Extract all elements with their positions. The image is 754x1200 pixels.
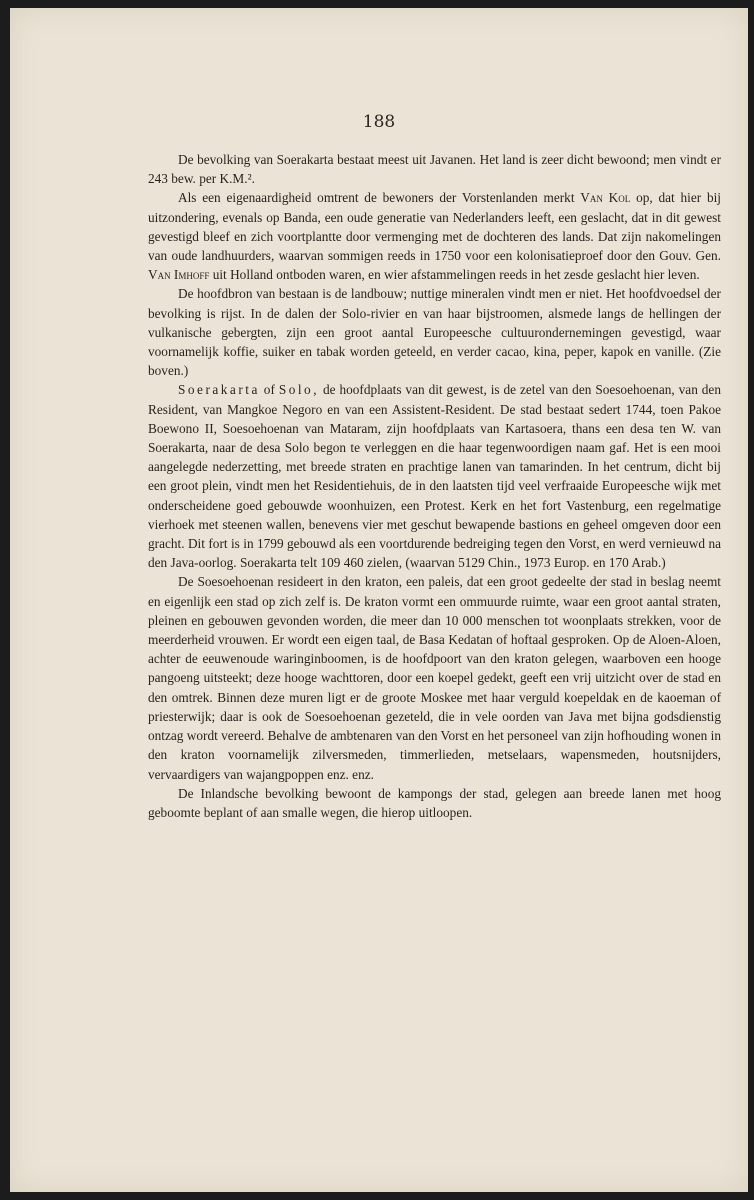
text-run: Als een eigenaardigheid omtrent de bewoners der Vorstenlanden merkt: [178, 190, 575, 206]
text-run: op, dat hier bij uitzondering, evenals op Banda, een oude generatie van Nederlanders leeft, een geslacht, dat in dit gewest gevestigd bleef en zich voortplantte door vermenging met de dochteren des lands. Dat zijn nakomelingen van oude landhuurders, waarvan sommigen reeds in 1750 voor een kolonisatieproef door den Gouv. Gen.: [148, 190, 721, 264]
paragraph-dutch-generation: [148, 188, 721, 284]
paragraph-agriculture: De hoofdbron van bestaan is de landbouw; nuttige mineralen vindt men er niet. Het hoofdvoedsel der bevolking is rijst. In de dalen der Solo-rivier en van haar bijstroomen, alsmede langs de hellingen der vulkanische gebergten, zijn een groot aantal Europeesche cultuurondernemingen gevestigd, waar voornamelijk koffie, suiker en tabak worden geteeld, en verder cacao, kina, peper, kapok en vanille. (Zie boven.): [148, 286, 721, 379]
place-name-solo: Solo,: [278, 382, 320, 398]
author-name-van-kol: Van Kol: [580, 190, 631, 206]
paragraph-kampongs: De Inlandsche bevolking bewoont de kampongs der stad, gelegen aan breede lanen met hoog geboomte beplant of aan smalle wegen, die hierop uitloopen.: [148, 785, 721, 820]
body-text: [148, 150, 721, 822]
paragraph-soerakarta-city: [148, 380, 721, 572]
text-run: de hoofdplaats van dit gewest, is de zetel van den Soesoehoenan, van den Resident, van Mangkoe Negoro en van een Assistent-Resident. De stad bestaat sedert 1744, toen Pakoe Boewono II, Soesoehoenan van Mataram, zijn hoofdplaats van Kartasoera, thans een desa ten W. van Soerakarta, naar de desa Solo begon te verleggen en die haar tegenwoordigen naam gaf. Het is een mooi aangelegde nederzetting, met breede straten en prachtige lanen van tamarinden. In het centrum, dicht bij een groot plein, vindt men het Residentiehuis, de in den laatsten tijd veel verfraaide Europeesche wijk met onderscheidene goed gebouwde woonhuizen, een Protest. Kerk en het fort Vastenburg, een regelmatige vierhoek met steenen wallen, benevens vier met geschut bewapende bastions en geheel omgeven door een gracht. Dit fort is in 1799 gebouwd als een voortdurende bedreiging tegen den Vorst, en werd vernieuwd na den Java-oorlog. Soerakarta telt 109 460 zielen, (waarvan 5129 Chin., 1973 Europ. en 170 Arab.): [148, 382, 721, 571]
paragraph-population: De bevolking van Soerakarta bestaat meest uit Javanen. Het land is zeer dicht bewoond; men vindt er 243 bew. per K.M.².: [148, 152, 721, 187]
paragraph-kraton: De Soesoehoenan resideert in den kraton, een paleis, dat een groot gedeelte der stad in beslag neemt en eigenlijk een stad op zich zelf is. De kraton vormt een ommuurde ruimte, waar een groot aantal straten, pleinen en gebouwen gevonden worden, die meer dan 10 000 menschen tot woonplaats strekken, voor de meerderheid vrouwen. Er wordt een eigen taal, de Basa Kedatan of hoftaal gesproken. Op de Aloen-Aloen, achter de eeuwenoude waringinboomen, is de hoofdpoort van den kraton gelegen, waarboven een hooge pangoeng uitsteekt; deze hooge wachttoren, door een koepel gedekt, geeft een vrij uitzicht over de stad en den omtrek. Binnen deze muren ligt er de groote Moskee met haar verguld koepeldak en de kaoeman of priesterwijk; daar is ook de Soesoehoenan gezeteld, die in vele oorden van Java met bijna godsdienstig ontzag wordt vereerd. Behalve de ambtenaren van den Vorst en het personeel van zijn hofhouding wonen in den kraton voornamelijk zilversmeden, timmerlieden, metselaars, wapensmeden, houtsnijders, vervaardigers van wajangpoppen enz. enz.: [148, 574, 721, 782]
text-run: uit Holland ontboden waren, en wier afstammelingen reeds in het zesde geslacht hier leven.: [212, 267, 700, 283]
page-number: 188: [362, 112, 396, 132]
person-name-van-imhoff: Van Imhoff: [148, 267, 210, 283]
place-name-soerakarta: Soerakarta: [178, 382, 260, 398]
text-run: of: [263, 382, 275, 398]
